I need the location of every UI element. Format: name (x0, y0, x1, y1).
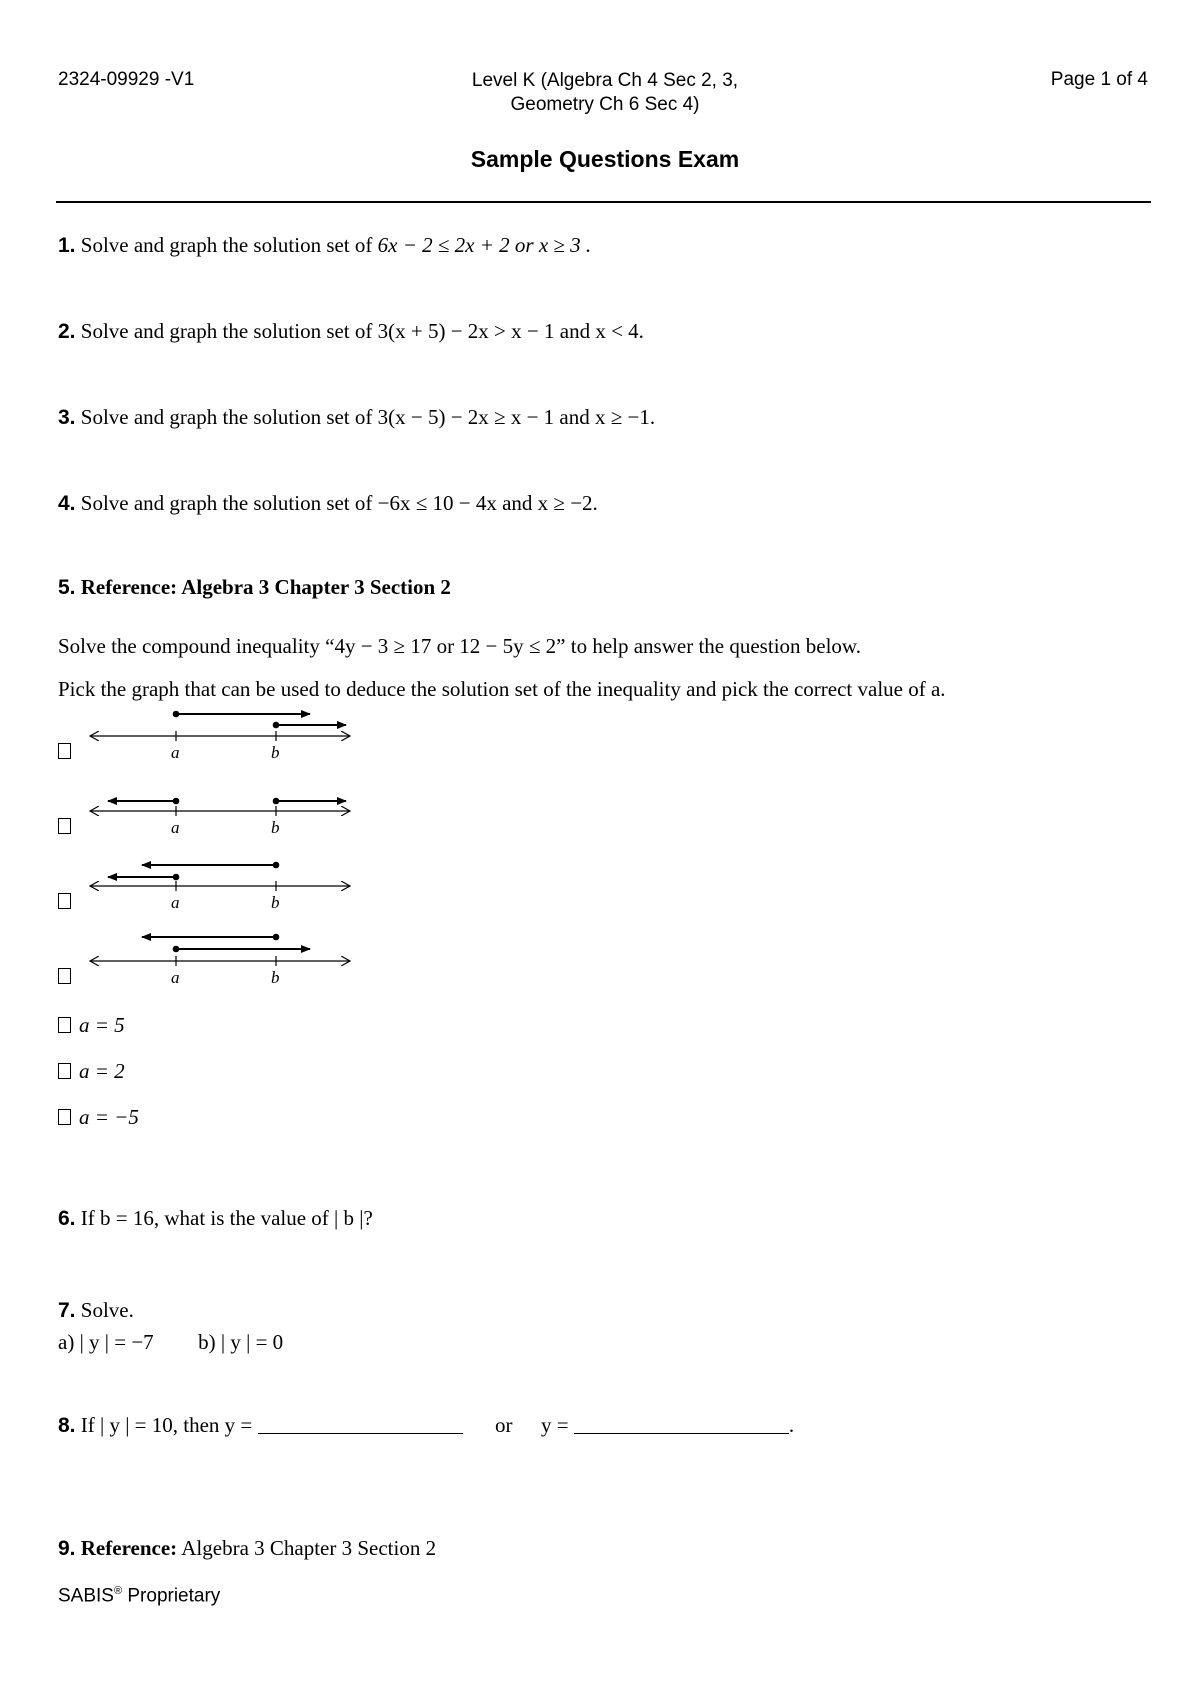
answer-blank-2[interactable] (574, 1415, 789, 1434)
exam-code: 2324-09929 -V1 (58, 69, 195, 90)
question-9-text: Algebra 3 Chapter 3 Section 2 (181, 1536, 437, 1560)
question-1-text: Solve and graph the solution set of (80, 233, 378, 257)
question-8-text: If | y | = 10, then y = (80, 1413, 253, 1437)
question-5-instruction-1: Solve the compound inequality “4y − 3 ≥ 17 or 12 − 5y ≤ 2” to help answer the question below. (58, 634, 861, 658)
exam-level (400, 69, 810, 117)
question-7-parts (58, 1330, 283, 1355)
value-option-2[interactable] (58, 1059, 125, 1084)
question-8-or: or (495, 1413, 513, 1437)
graph-option-1 (90, 711, 350, 762)
question-9 (58, 1536, 436, 1561)
label-b: b (271, 893, 280, 912)
question-6-number: 6. (58, 1207, 76, 1230)
label-a: a (171, 893, 180, 912)
question-2 (58, 319, 644, 344)
question-4-text: Solve and graph the solution set of −6x ≤ 10 − 4x and x ≥ −2. (80, 491, 598, 515)
graph-option-2 (90, 798, 350, 837)
question-5-instruction-2: Pick the graph that can be used to deduce the solution set of the inequality and pick the correct value of a. (58, 677, 946, 701)
point-b (273, 722, 280, 729)
question-7 (58, 1298, 134, 1323)
question-8-end: . (788, 1413, 795, 1437)
label-b: b (271, 968, 280, 987)
question-4 (58, 491, 598, 516)
question-8-text-2: y = (541, 1413, 569, 1437)
question-7-part-a: a) | y | = −7 (58, 1330, 154, 1354)
value-option-2-label: a = 2 (79, 1059, 125, 1083)
point-a (173, 946, 180, 953)
question-9-label: Reference: (80, 1536, 178, 1560)
question-3-text: Solve and graph the solution set of 3(x − 5) − 2x ≥ x − 1 and x ≥ −1. (80, 405, 656, 429)
question-7-number: 7. (58, 1299, 76, 1322)
question-5-number: 5. (58, 576, 76, 599)
value-option-2-checkbox[interactable] (58, 1063, 71, 1079)
question-5-reference: Reference: Algebra 3 Chapter 3 Section 2 (80, 575, 451, 599)
question-1-math: 6x − 2 ≤ 2x + 2 or x ≥ 3 . (377, 233, 592, 257)
question-8-number: 8. (58, 1414, 76, 1437)
answer-blank-1[interactable] (258, 1415, 463, 1434)
question-1 (58, 233, 591, 258)
label-a: a (171, 968, 180, 987)
exam-level-line2: Geometry Ch 6 Sec 4) (510, 94, 700, 115)
question-9-number: 9. (58, 1537, 76, 1560)
point-b (273, 934, 280, 941)
value-option-3[interactable] (58, 1105, 139, 1130)
point-a (173, 874, 180, 881)
value-option-1-label: a = 5 (79, 1013, 125, 1037)
point-a (173, 711, 180, 718)
label-a: a (171, 743, 180, 762)
question-2-text: Solve and graph the solution set of 3(x + 5) − 2x > x − 1 and x < 4. (80, 319, 644, 343)
footer (58, 1585, 220, 1607)
label-b: b (271, 818, 280, 837)
label-b: b (271, 743, 280, 762)
footer-registered: ® (113, 1585, 123, 1597)
footer-text: Proprietary (122, 1585, 221, 1607)
value-option-3-label: a = −5 (79, 1105, 139, 1129)
value-option-1-checkbox[interactable] (58, 1017, 71, 1033)
point-b (273, 798, 280, 805)
value-option-3-checkbox[interactable] (58, 1109, 71, 1125)
footer-brand: SABIS (58, 1585, 114, 1607)
question-6-text: If b = 16, what is the value of | b |? (80, 1206, 373, 1230)
question-3-number: 3. (58, 406, 76, 429)
graph-option-4 (90, 934, 350, 987)
label-a: a (171, 818, 180, 837)
question-7-text: Solve. (80, 1298, 134, 1322)
graph-options (0, 700, 400, 1000)
question-5-heading (58, 575, 451, 600)
question-6 (58, 1206, 373, 1231)
question-7-part-b: b) | y | = 0 (198, 1330, 284, 1354)
question-4-number: 4. (58, 492, 76, 515)
point-a (173, 798, 180, 805)
page-number: Page 1 of 4 (1050, 69, 1148, 90)
question-1-number: 1. (58, 234, 76, 257)
header-rule (56, 201, 1151, 203)
value-option-1[interactable] (58, 1013, 125, 1038)
page-title: Sample Questions Exam (470, 146, 740, 172)
graph-option-3 (90, 862, 350, 912)
exam-level-line1: Level K (Algebra Ch 4 Sec 2, 3, (471, 70, 739, 91)
question-2-number: 2. (58, 320, 76, 343)
point-b (273, 862, 280, 869)
question-8 (58, 1413, 794, 1438)
question-3 (58, 405, 655, 430)
